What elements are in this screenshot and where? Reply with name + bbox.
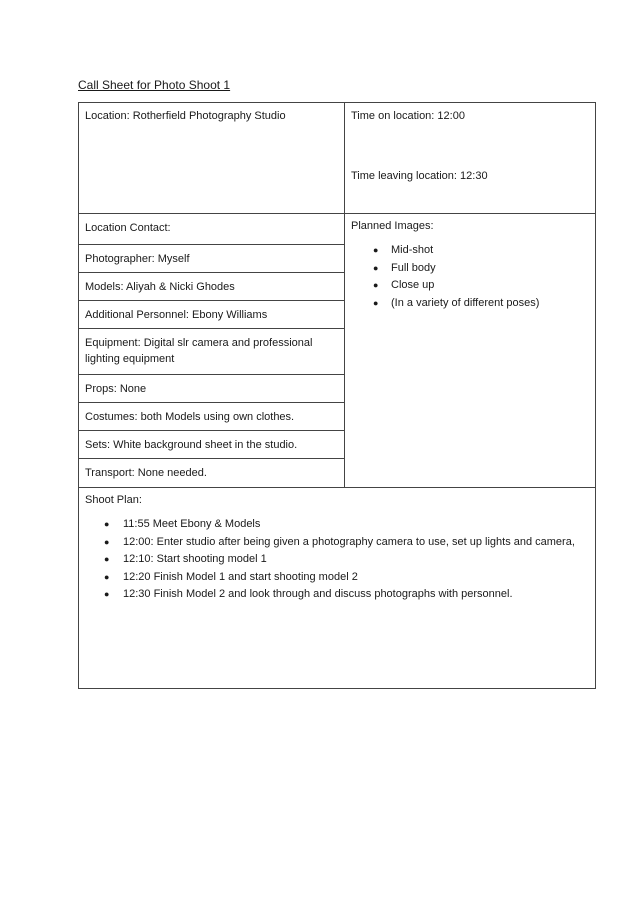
bullet-icon: ● [373, 280, 379, 290]
equipment-line-2: lighting equipment [85, 353, 175, 365]
photographer: Photographer: Myself [79, 245, 344, 273]
additional-personnel: Additional Personnel: Ebony Williams [79, 301, 344, 329]
list-item: ● 12:20 Finish Model 1 and start shooting model 2 [79, 569, 595, 587]
list-item: ● Mid-shot [351, 242, 589, 260]
call-sheet-table [78, 102, 596, 689]
location-text: Location: Rotherfield Photography Studio [85, 110, 286, 122]
time-leaving-location: Time leaving location: 12:30 [351, 170, 488, 182]
transport: Transport: None needed. [85, 467, 207, 479]
list-item: ● 11:55 Meet Ebony & Models [79, 516, 595, 534]
location-contact: Location Contact: [79, 214, 344, 245]
costumes: Costumes: both Models using own clothes. [79, 403, 344, 431]
bullet-icon: ● [104, 519, 110, 529]
sets: Sets: White background sheet in the studio. [79, 431, 344, 459]
list-item: ● 12:10: Start shooting model 1 [79, 551, 595, 569]
time-cell [345, 103, 596, 214]
list-item: ● Close up [351, 277, 589, 295]
planned-images-cell [345, 214, 596, 488]
document-title: Call Sheet for Photo Shoot 1 [78, 78, 231, 92]
bullet-icon: ● [104, 536, 110, 547]
bullet-icon: ● [373, 297, 379, 308]
models: Models: Aliyah & Nicki Ghodes [79, 273, 344, 301]
bullet-icon: ● [373, 262, 379, 273]
details-cell [79, 214, 345, 488]
props: Props: None [79, 375, 344, 403]
list-item: ● 12:30 Finish Model 2 and look through and discuss photographs with personnel. [79, 586, 595, 604]
list-item: ● Full body [351, 260, 589, 278]
shoot-plan-list [79, 516, 595, 604]
details-stack [79, 214, 344, 487]
equipment [79, 329, 344, 375]
bullet-icon: ● [104, 571, 110, 582]
planned-images-label: Planned Images: [351, 220, 434, 232]
bullet-icon: ● [104, 589, 110, 599]
bullet-icon: ● [373, 245, 379, 255]
bullet-icon: ● [104, 554, 110, 564]
list-item: ● (In a variety of different poses) [351, 295, 589, 313]
location-cell [79, 103, 345, 214]
planned-images-list [351, 242, 589, 312]
list-item: ● 12:00: Enter studio after being given a photography camera to use, set up lights and camera, [79, 534, 595, 552]
time-on-location: Time on location: 12:00 [351, 110, 465, 122]
shoot-plan-cell [79, 488, 596, 689]
equipment-line-1: Equipment: Digital slr camera and professional [85, 337, 313, 349]
shoot-plan-label: Shoot Plan: [85, 494, 142, 506]
